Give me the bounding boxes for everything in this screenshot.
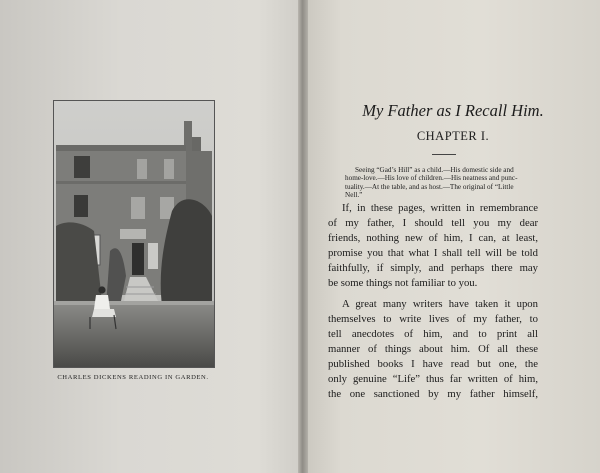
text-line: the one sanctioned by my father himself, xyxy=(328,388,538,400)
chapter-body xyxy=(328,201,538,402)
summary-line: tuality.—At the table, and as host.—The original of “Little xyxy=(345,182,514,191)
text-line: A great many writers have taken it upon xyxy=(342,298,538,310)
photo-caption: CHARLES DICKENS READING IN GARDEN. xyxy=(57,374,209,381)
text-line: published books I have read but one, the xyxy=(328,358,538,370)
text-line: tell anecdotes of him, and to print all xyxy=(328,328,538,340)
chapter-heading: CHAPTER I. xyxy=(416,129,490,143)
text-line: faithfully, if simply, and perhaps there may xyxy=(328,262,538,274)
text-line: only genuine “Life” thus far written of him, xyxy=(328,373,538,385)
page-title: My Father as I Recall Him. xyxy=(362,101,544,120)
summary-line: Seeing “Gad’s Hill” as a child.—His domestic side and xyxy=(355,166,514,174)
summary-line: home-love.—His love of children.—His neatness and punc- xyxy=(345,174,518,183)
text-line: themselves to write lives of my father, to xyxy=(328,313,538,325)
text-line: manner of things about him. Of all these xyxy=(328,343,538,355)
chapter-summary xyxy=(345,166,537,200)
garden-photograph xyxy=(53,100,215,368)
text-line: be some things not familiar to you. xyxy=(328,277,478,289)
text-line: of my father, I should tell you my dear xyxy=(328,217,538,229)
paragraph-1 xyxy=(328,201,538,291)
text-line: If, in these pages, written in remembrance xyxy=(342,202,538,214)
text-line: promise you that what I shall tell will be told xyxy=(328,247,538,259)
book-spine xyxy=(298,0,308,473)
text-line: friends, nothing new of him, I can, at least, xyxy=(328,232,538,244)
summary-line: Nell.” xyxy=(345,191,363,200)
paragraph-2 xyxy=(328,297,538,402)
chapter-divider xyxy=(432,154,456,155)
